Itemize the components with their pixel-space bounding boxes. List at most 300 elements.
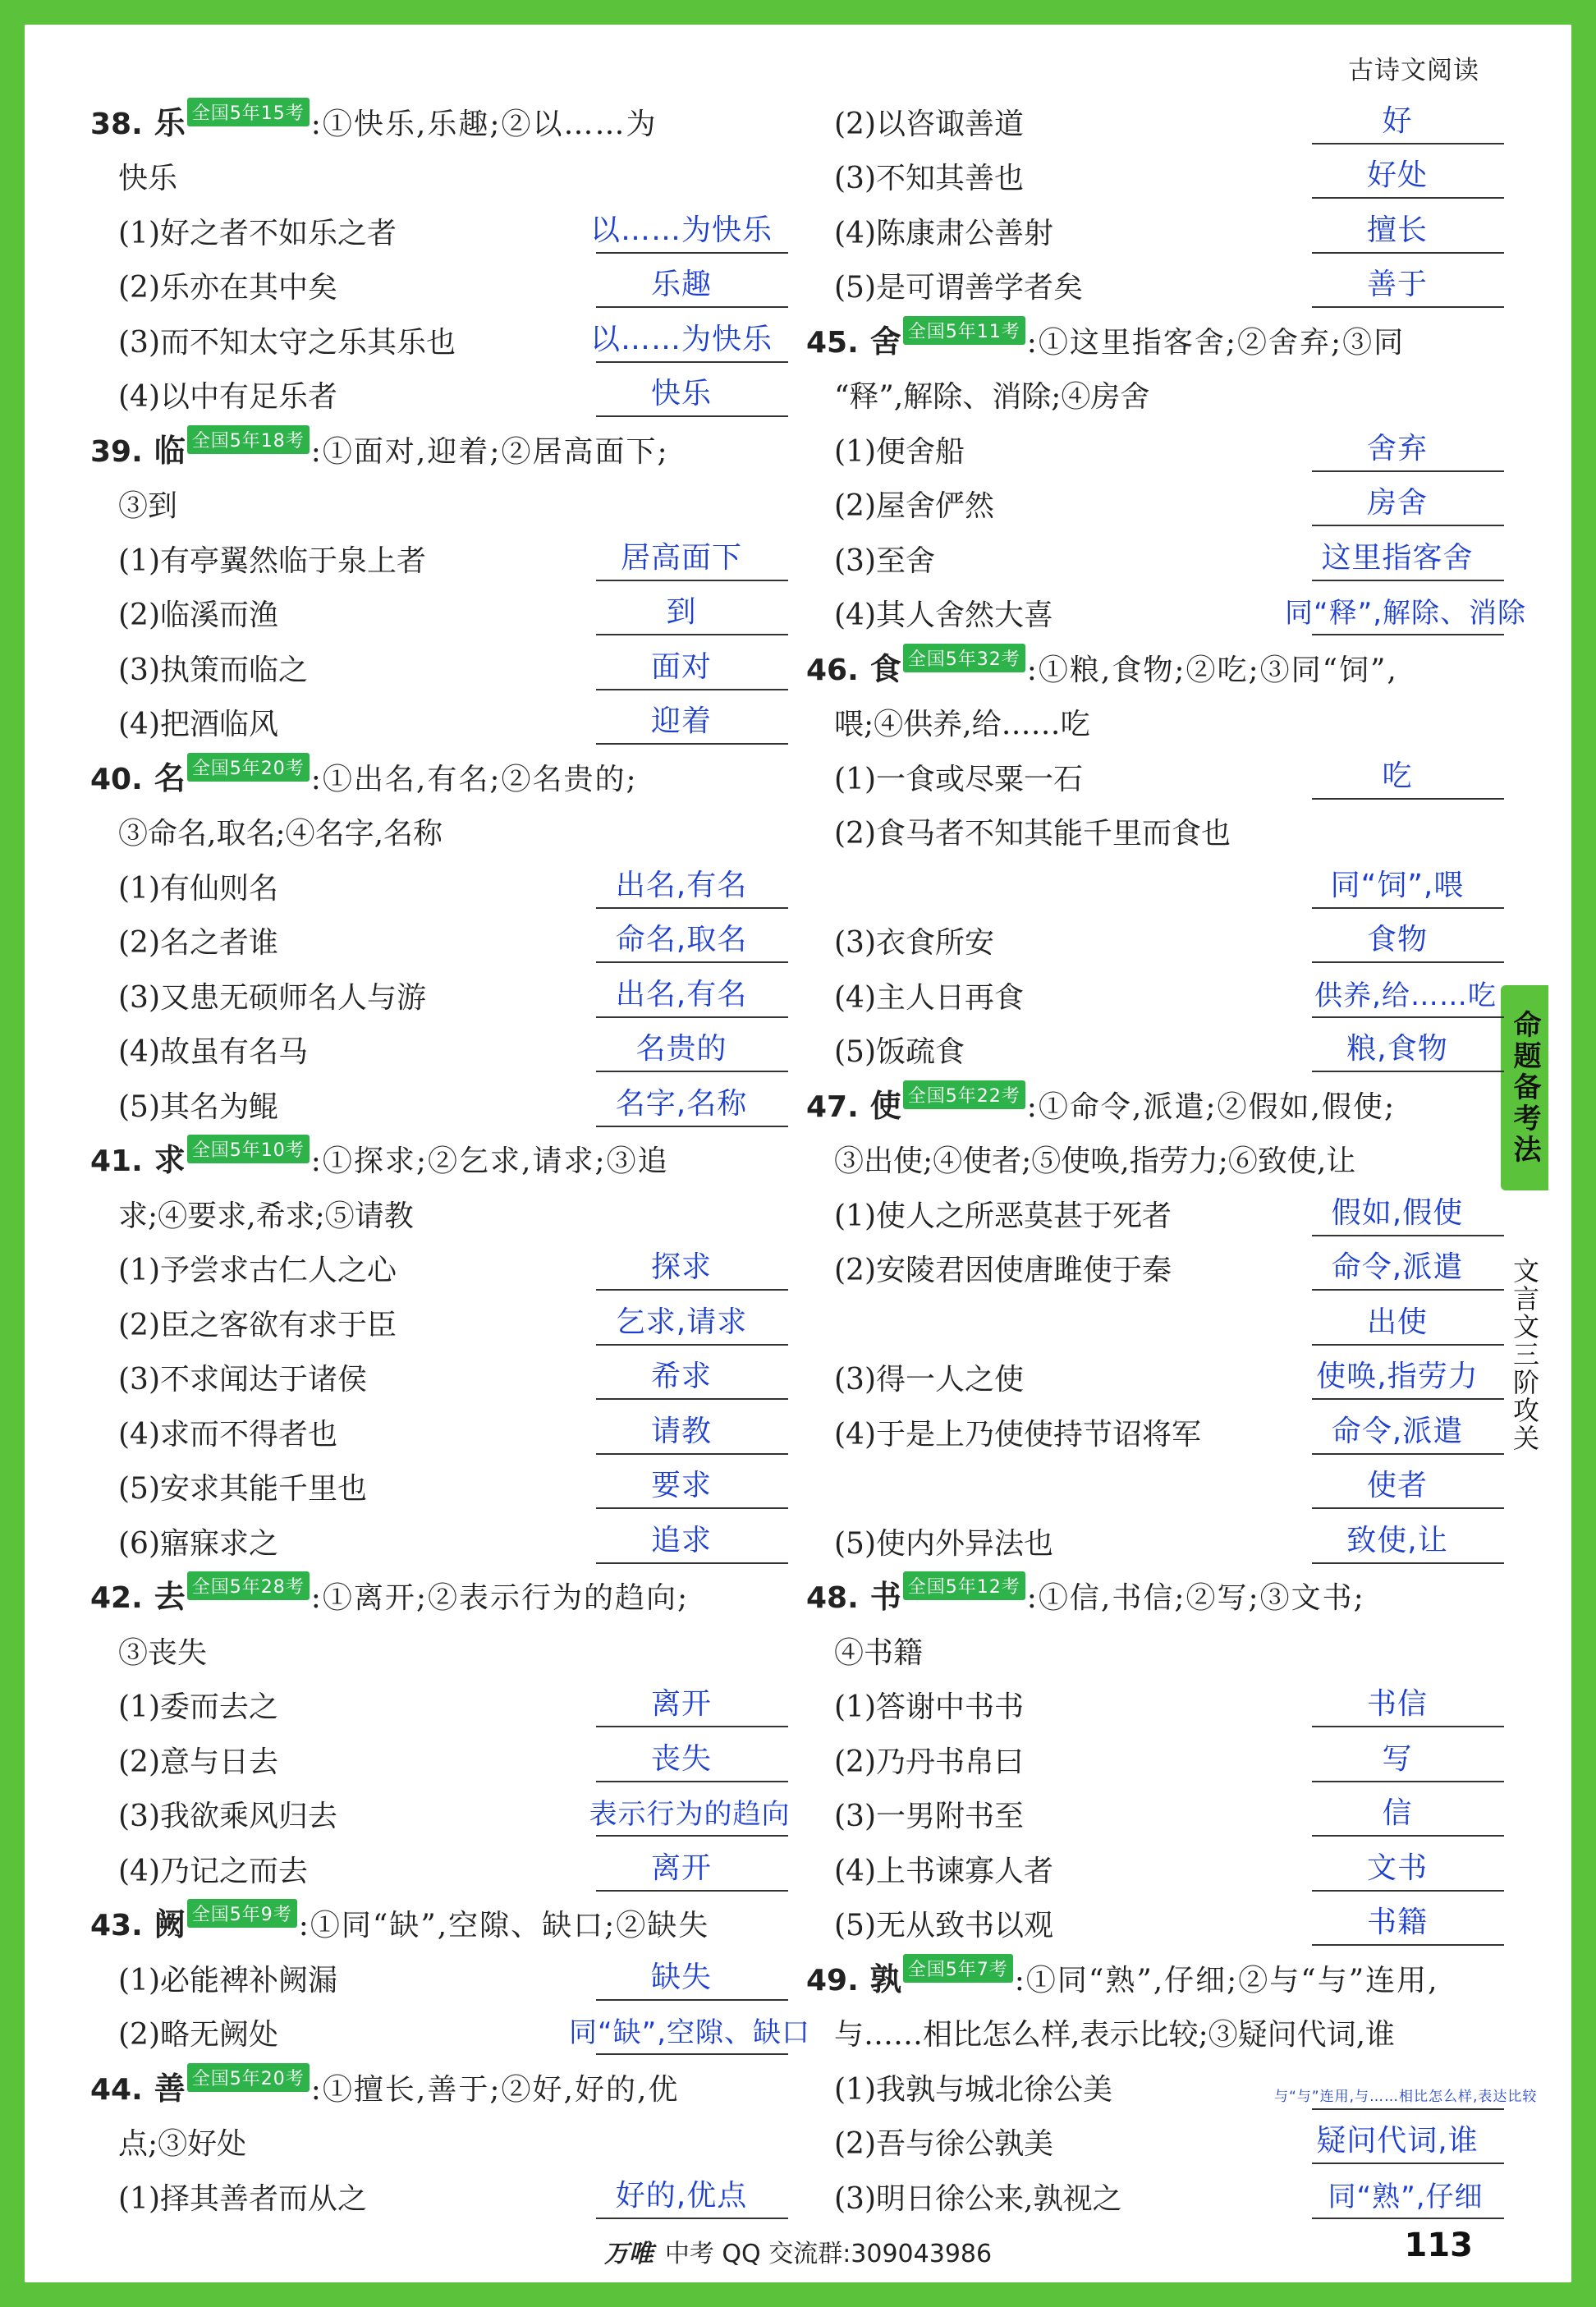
- row-item: [90, 1077, 788, 1132]
- row-item: [806, 477, 1504, 532]
- answer-blank-line: [1312, 1344, 1504, 1346]
- entry-number: 43.: [90, 1909, 143, 1942]
- handwritten-answer: 迎着: [650, 704, 712, 738]
- exam-frequency-badge: 全国5年9考: [187, 1899, 297, 1928]
- definition-list: :①快乐,乐趣;②以……为: [310, 107, 658, 141]
- example-sentence: (3)不知其善也: [834, 162, 1024, 195]
- row-item: [90, 259, 788, 314]
- row-item: [90, 1460, 788, 1515]
- example-sentence: (1)委而去之: [118, 1690, 278, 1724]
- handwritten-answer: 希求: [650, 1360, 712, 1393]
- head-character: 求: [154, 1141, 186, 1178]
- handwritten-answer: 乐趣: [650, 268, 712, 301]
- entry-number: 40.: [90, 762, 143, 796]
- row-item: [90, 914, 788, 969]
- handwritten-answer: 居高面下: [620, 540, 742, 575]
- row-text: [90, 1623, 788, 1678]
- example-sentence: (1)予尝求古仁人之心: [118, 1254, 397, 1287]
- example-sentence: (4)故虽有名马: [118, 1035, 308, 1069]
- entry-number: 38.: [90, 107, 143, 141]
- handwritten-answer: 疑问代词,谁: [1316, 2124, 1479, 2158]
- answer-blank-line: [596, 415, 788, 417]
- head-character: 书: [869, 1578, 901, 1615]
- handwritten-answer: 同“释”,解除、消除: [1284, 597, 1527, 630]
- handwritten-answer: 请教: [650, 1414, 712, 1448]
- example-sentence: (1)便舍船: [834, 434, 965, 469]
- handwritten-answer: 同“饲”,喂: [1330, 868, 1465, 902]
- example-sentence: (2)意与日去: [118, 1745, 278, 1779]
- handwritten-answer: 乞求,请求: [615, 1305, 748, 1339]
- example-sentence: (3)不求闻达于诸侯: [118, 1363, 367, 1397]
- row-item: [806, 1787, 1504, 1842]
- handwritten-answer: 面对: [650, 649, 712, 684]
- handwritten-answer: 追求: [650, 1523, 712, 1557]
- row-entry: [90, 1132, 788, 1187]
- answer-blank-line: [596, 689, 788, 690]
- entry-number: 48.: [806, 1581, 859, 1615]
- answer-blank-line: [1312, 1398, 1504, 1400]
- row-item: [90, 1841, 788, 1897]
- handwritten-answer: 舍弃: [1366, 431, 1428, 466]
- continued-text: ③出使;④使者;⑤使唤,指劳力;⑥致使,让: [834, 1144, 1356, 1178]
- answer-blank-line: [1312, 2218, 1504, 2219]
- answer-blank-line: [596, 361, 788, 363]
- handwritten-answer: 探求: [650, 1250, 712, 1284]
- answer-blank-line: [596, 252, 788, 254]
- exam-frequency-badge: 全国5年7考: [903, 1954, 1013, 1983]
- answer-blank-line: [1312, 1944, 1504, 1946]
- example-sentence: (3)执策而临之: [118, 653, 308, 687]
- row-item: [806, 859, 1504, 914]
- exam-frequency-badge: 全国5年28考: [187, 1571, 310, 1600]
- row-item: [90, 1678, 788, 1733]
- example-sentence: (1)好之者不如乐之者: [118, 216, 397, 250]
- example-sentence: (3)明日徐公来,孰视之: [834, 2181, 1122, 2216]
- row-entry: [90, 750, 788, 805]
- answer-blank-line: [596, 1890, 788, 1892]
- answer-blank-line: [1312, 1235, 1504, 1236]
- definition-list: :①粮,食物;②吃;③同“饲”,: [1026, 653, 1398, 687]
- continued-text: 快乐: [118, 162, 178, 195]
- continued-text: 喂;④供养,给……吃: [834, 708, 1090, 741]
- entry-headline: [90, 2063, 679, 2108]
- example-sentence: (3)而不知太守之乐其乐也: [118, 325, 456, 360]
- row-item: [806, 2115, 1504, 2170]
- definition-list: :①擅长,善于;②好,好的,优: [310, 2072, 680, 2107]
- handwritten-answer: 使唤,指劳力: [1316, 1360, 1479, 1393]
- row-text: [806, 1132, 1504, 1187]
- row-item: [806, 1460, 1504, 1515]
- example-sentence: (2)临溪而渔: [118, 599, 278, 632]
- example-sentence: (4)求而不得者也: [118, 1417, 337, 1452]
- row-item: [806, 968, 1504, 1023]
- handwritten-answer: 表示行为的趋向: [589, 1798, 791, 1831]
- row-item: [90, 1732, 788, 1787]
- continued-text: 求;④要求,希求;⑤请教: [118, 1199, 414, 1233]
- answer-blank-line: [596, 2218, 788, 2219]
- row-text: [806, 805, 1504, 860]
- head-character: 食: [869, 649, 901, 687]
- handwritten-answer: 使者: [1366, 1469, 1428, 1502]
- answer-blank-line: [1312, 634, 1504, 635]
- row-item: [806, 259, 1504, 314]
- definition-list: :①信,书信;②写;③文书;: [1026, 1581, 1365, 1615]
- head-character: 使: [869, 1086, 901, 1124]
- example-sentence: (1)我孰与城北徐公美: [834, 2072, 1112, 2107]
- example-sentence: (5)是可谓善学者矣: [834, 271, 1083, 305]
- row-item: [90, 2006, 811, 2061]
- row-item: [90, 204, 788, 259]
- definition-list: :①命令,派遣;②假如,假使;: [1026, 1089, 1396, 1124]
- entry-number: 49.: [806, 1963, 859, 1997]
- example-sentence: (4)把酒临风: [118, 708, 278, 741]
- handwritten-answer: 信: [1382, 1796, 1413, 1830]
- answer-blank-line: [596, 1344, 788, 1346]
- head-character: 去: [154, 1578, 186, 1615]
- answer-blank-line: [596, 2053, 788, 2055]
- example-sentence: (1)有亭翼然临于泉上者: [118, 543, 426, 578]
- answer-blank-line: [596, 1999, 788, 2001]
- exam-frequency-badge: 全国5年10考: [187, 1135, 310, 1163]
- row-item: [90, 2169, 788, 2224]
- answer-blank-line: [596, 1016, 788, 1018]
- answer-blank-line: [1312, 470, 1504, 472]
- row-item: [806, 914, 1504, 969]
- example-sentence: (3)又患无硕师名人与游: [118, 980, 426, 1015]
- handwritten-answer: 善于: [1366, 268, 1428, 301]
- head-character: 临: [154, 431, 186, 469]
- row-item: [90, 368, 788, 423]
- continued-text: ③到: [118, 489, 178, 523]
- example-sentence: (1)使人之所恶莫甚于死者: [834, 1199, 1172, 1233]
- left-column: [90, 94, 811, 2224]
- row-item: [90, 531, 788, 586]
- example-sentence: (1)必能裨补阙漏: [118, 1963, 337, 1997]
- example-sentence: (4)以中有足乐者: [118, 380, 337, 414]
- entry-headline: [90, 1899, 709, 1944]
- definition-list: :①面对,迎着;②居高面下;: [310, 434, 669, 469]
- example-sentence: (4)乃记之而去: [118, 1854, 308, 1888]
- answer-blank-line: [596, 1071, 788, 1072]
- handwritten-answer: 离开: [650, 1851, 712, 1885]
- row-entry: [806, 1951, 1504, 2006]
- answer-blank-line: [596, 907, 788, 909]
- example-sentence: (3)得一人之使: [834, 1363, 1024, 1397]
- answer-blank-line: [1312, 306, 1504, 308]
- handwritten-answer: 与“与”连用,与……相比怎么样,表达比较: [1274, 2088, 1538, 2105]
- handwritten-answer: 出名,有名: [615, 977, 748, 1011]
- continued-text: 与……相比怎么样,表示比较;③疑问代词,谁: [834, 2018, 1396, 2052]
- handwritten-answer: 缺失: [650, 1960, 712, 1994]
- continued-text: 点;③好处: [118, 2127, 247, 2161]
- handwritten-answer: 书籍: [1366, 1906, 1428, 1939]
- example-sentence: (2)安陵君因使唐雎使于秦: [834, 1254, 1172, 1287]
- answer-blank-line: [1312, 1071, 1504, 1072]
- exam-frequency-badge: 全国5年11考: [903, 316, 1025, 345]
- example-sentence: (1)一食或尽粟一石: [834, 762, 1083, 796]
- handwritten-answer: 好: [1382, 103, 1413, 138]
- row-text: [90, 2115, 788, 2170]
- entry-number: 41.: [90, 1144, 143, 1178]
- exam-frequency-badge: 全国5年18考: [187, 425, 310, 454]
- head-character: 名: [154, 759, 186, 796]
- row-item: [90, 968, 788, 1023]
- answer-blank-line: [1312, 580, 1504, 581]
- row-item: [90, 1296, 788, 1351]
- entry-headline: [90, 425, 669, 470]
- head-character: 阙: [154, 1906, 186, 1942]
- row-text: [90, 149, 788, 204]
- answer-blank-line: [1312, 1726, 1504, 1727]
- example-sentence: (5)无从致书以观: [834, 1909, 1053, 1942]
- exam-frequency-badge: 全国5年12考: [903, 1571, 1025, 1600]
- example-sentence: (6)寤寐求之: [118, 1526, 278, 1561]
- row-entry: [90, 1569, 788, 1624]
- answer-blank-line: [1312, 2108, 1504, 2110]
- row-entry: [90, 422, 788, 477]
- row-item: [90, 1023, 788, 1078]
- exam-frequency-badge: 全国5年15考: [187, 98, 310, 126]
- definition-list: :①离开;②表示行为的趋向;: [310, 1581, 690, 1615]
- answer-blank-line: [596, 306, 788, 308]
- row-item: [806, 531, 1504, 586]
- row-item: [806, 1023, 1504, 1078]
- example-sentence: (2)吾与徐公孰美: [834, 2127, 1053, 2161]
- row-text: [90, 477, 788, 532]
- page-number: 113: [1404, 2227, 1473, 2264]
- example-sentence: (5)饭疏食: [834, 1035, 965, 1069]
- row-item: [806, 1296, 1504, 1351]
- row-item: [90, 640, 788, 695]
- entry-headline: [806, 644, 1398, 689]
- example-sentence: (2)臣之客欲有求于臣: [118, 1308, 397, 1342]
- answer-blank-line: [596, 1726, 788, 1727]
- exam-frequency-badge: 全国5年32考: [903, 644, 1025, 672]
- row-item: [90, 1241, 788, 1296]
- entry-headline: [90, 1571, 689, 1617]
- page-header-title: 古诗文阅读: [1348, 56, 1479, 85]
- handwritten-answer: 出名,有名: [615, 868, 748, 902]
- handwritten-answer: 好的,优点: [615, 2178, 748, 2213]
- row-item: [806, 1186, 1504, 1241]
- entry-headline: [90, 98, 658, 143]
- example-sentence: (4)主人日再食: [834, 980, 1024, 1015]
- entry-number: 42.: [90, 1581, 143, 1615]
- side-tab: 命题备考法: [1501, 985, 1548, 1190]
- handwritten-answer: 以……为快乐: [589, 322, 773, 356]
- example-sentence: (2)名之者谁: [118, 926, 278, 960]
- entry-number: 39.: [90, 434, 143, 469]
- example-sentence: (3)衣食所安: [834, 926, 994, 960]
- example-sentence: (4)陈康肃公善射: [834, 216, 1053, 250]
- answer-blank-line: [1312, 907, 1504, 909]
- row-item: [90, 586, 788, 641]
- entry-headline: [806, 316, 1405, 361]
- exam-frequency-badge: 全国5年20考: [187, 2063, 310, 2092]
- handwritten-answer: 吃: [1382, 759, 1413, 793]
- example-sentence: (3)我欲乘风归去: [118, 1800, 337, 1833]
- answer-blank-line: [596, 1289, 788, 1291]
- row-item: [806, 1405, 1504, 1460]
- handwritten-answer: 粮,食物: [1346, 1032, 1448, 1066]
- entry-number: 46.: [806, 653, 859, 687]
- handwritten-answer: 房舍: [1366, 486, 1428, 520]
- answer-blank-line: [1312, 252, 1504, 254]
- handwritten-answer: 同“熟”,仔细: [1328, 2180, 1484, 2213]
- handwritten-answer: 命名,取名: [615, 923, 748, 956]
- row-entry: [90, 1897, 788, 1952]
- answer-blank-line: [1312, 525, 1504, 526]
- row-text: [806, 368, 1504, 423]
- continued-text: “释”,解除、消除;④房舍: [834, 380, 1150, 414]
- definition-list: :①同“缺”,空隙、缺口;②缺失: [298, 1909, 710, 1942]
- row-item: [90, 1951, 788, 2006]
- entry-headline: [90, 1135, 669, 1180]
- handwritten-answer: 好处: [1366, 158, 1428, 192]
- footer: [25, 2233, 1571, 2269]
- row-item: [90, 1405, 788, 1460]
- entry-headline: [806, 1080, 1396, 1126]
- answer-blank-line: [596, 743, 788, 745]
- row-item: [806, 149, 1504, 204]
- continued-text: (2)食马者不知其能千里而食也: [834, 817, 1231, 851]
- entry-headline: [806, 1571, 1365, 1617]
- handwritten-answer: 食物: [1366, 923, 1428, 956]
- answer-blank-line: [1312, 798, 1504, 800]
- answer-blank-line: [596, 1781, 788, 1782]
- row-entry: [90, 94, 788, 149]
- answer-blank-line: [596, 1453, 788, 1455]
- answer-blank-line: [1312, 1289, 1504, 1291]
- answer-blank-line: [596, 961, 788, 963]
- row-item: [90, 313, 788, 368]
- handwritten-answer: 名贵的: [635, 1032, 727, 1066]
- side-section-label: 文言文三阶攻关: [1509, 1257, 1540, 1452]
- definition-list: :①出名,有名;②名贵的;: [310, 762, 638, 796]
- example-sentence: (1)择其善者而从之: [118, 2181, 367, 2216]
- entry-number: 45.: [806, 325, 859, 360]
- head-character: 乐: [154, 103, 186, 141]
- answer-blank-line: [1312, 961, 1504, 963]
- answer-blank-line: [1312, 143, 1504, 144]
- head-character: 善: [154, 2069, 186, 2107]
- answer-blank-line: [1312, 1562, 1504, 1564]
- row-entry: [806, 1569, 1504, 1624]
- row-item: [806, 1241, 1504, 1296]
- handwritten-answer: 供养,给……吃: [1314, 979, 1497, 1012]
- example-sentence: (3)至舍: [834, 543, 935, 578]
- handwritten-answer: 假如,假使: [1331, 1195, 1464, 1230]
- row-item: [806, 204, 1504, 259]
- example-sentence: (4)上书谏寡人者: [834, 1854, 1053, 1888]
- entry-headline: [90, 753, 638, 798]
- example-sentence: (5)使内外异法也: [834, 1526, 1053, 1561]
- row-entry: [806, 640, 1504, 695]
- row-text: [806, 2006, 1504, 2061]
- handwritten-answer: 命令,派遣: [1331, 1250, 1464, 1284]
- handwritten-answer: 文书: [1366, 1851, 1428, 1885]
- head-character: 孰: [869, 1960, 901, 1997]
- row-item: [806, 422, 1504, 477]
- handwritten-answer: 到: [666, 595, 697, 629]
- answer-blank-line: [596, 634, 788, 635]
- example-sentence: (5)安求其能千里也: [118, 1472, 367, 1506]
- answer-blank-line: [1312, 1835, 1504, 1837]
- answer-blank-line: [596, 1398, 788, 1400]
- handwritten-answer: 要求: [650, 1469, 712, 1502]
- row-item: [806, 1514, 1504, 1569]
- row-item: [806, 1351, 1504, 1406]
- answer-blank-line: [1312, 197, 1504, 199]
- brand-logo: 万唯: [603, 2240, 654, 2268]
- head-character: 舍: [869, 322, 901, 360]
- handwritten-answer: 离开: [650, 1687, 712, 1721]
- answer-blank-line: [596, 1126, 788, 1127]
- example-sentence: (2)屋舍俨然: [834, 489, 994, 523]
- example-sentence: (2)略无阙处: [118, 2018, 278, 2052]
- row-entry: [806, 1077, 1504, 1132]
- row-item: [806, 1732, 1504, 1787]
- example-sentence: (1)答谢中书书: [834, 1690, 1024, 1724]
- row-item: [806, 2169, 1504, 2224]
- row-text: [806, 695, 1504, 750]
- handwritten-answer: 同“缺”,空隙、缺口: [568, 2016, 811, 2049]
- example-sentence: (1)有仙则名: [118, 871, 278, 906]
- handwritten-answer: 丧失: [650, 1741, 712, 1776]
- row-text: [806, 1623, 1504, 1678]
- answer-blank-line: [1312, 1507, 1504, 1509]
- row-entry: [90, 2060, 788, 2115]
- handwritten-answer: 写: [1382, 1741, 1413, 1776]
- answer-blank-line: [1312, 1016, 1504, 1018]
- example-sentence: (4)其人舍然大喜: [834, 599, 1053, 632]
- example-sentence: (3)一男附书至: [834, 1800, 1024, 1833]
- continued-text: ④书籍: [834, 1635, 924, 1670]
- row-item: [806, 1841, 1504, 1897]
- answer-blank-line: [1312, 2163, 1504, 2164]
- definition-list: :①同“熟”,仔细;②与“与”连用,: [1014, 1963, 1439, 1997]
- example-sentence: (4)于是上乃使使持节诏将军: [834, 1417, 1201, 1452]
- answer-blank-line: [596, 1835, 788, 1837]
- entry-headline: [806, 1954, 1439, 1999]
- handwritten-answer: 命令,派遣: [1331, 1414, 1464, 1448]
- row-item: [806, 2060, 1538, 2115]
- answer-blank-line: [596, 1562, 788, 1564]
- answer-blank-line: [1312, 1781, 1504, 1782]
- example-sentence: (5)其名为鲲: [118, 1089, 278, 1124]
- row-text: [90, 1186, 788, 1241]
- answer-blank-line: [596, 1507, 788, 1509]
- exam-frequency-badge: 全国5年22考: [903, 1080, 1025, 1109]
- row-item: [806, 94, 1504, 149]
- handwritten-answer: 致使,让: [1346, 1523, 1448, 1557]
- row-item: [90, 1787, 791, 1842]
- continued-text: ③丧失: [118, 1635, 208, 1670]
- answer-blank-line: [1312, 1453, 1504, 1455]
- handwritten-answer: 以……为快乐: [589, 213, 773, 247]
- workbook-page: [25, 25, 1571, 2282]
- exam-frequency-badge: 全国5年20考: [187, 753, 310, 782]
- continued-text: ③命名,取名;④名字,名称: [118, 817, 443, 851]
- handwritten-answer: 名字,名称: [615, 1086, 748, 1121]
- handwritten-answer: 出使: [1366, 1305, 1428, 1339]
- row-item: [806, 586, 1527, 641]
- handwritten-answer: 擅长: [1366, 213, 1428, 247]
- row-item: [90, 1514, 788, 1569]
- example-sentence: (2)乃丹书帛曰: [834, 1745, 1024, 1779]
- footer-text: 中考 QQ 交流群:309043986: [664, 2240, 993, 2268]
- answer-blank-line: [1312, 1890, 1504, 1892]
